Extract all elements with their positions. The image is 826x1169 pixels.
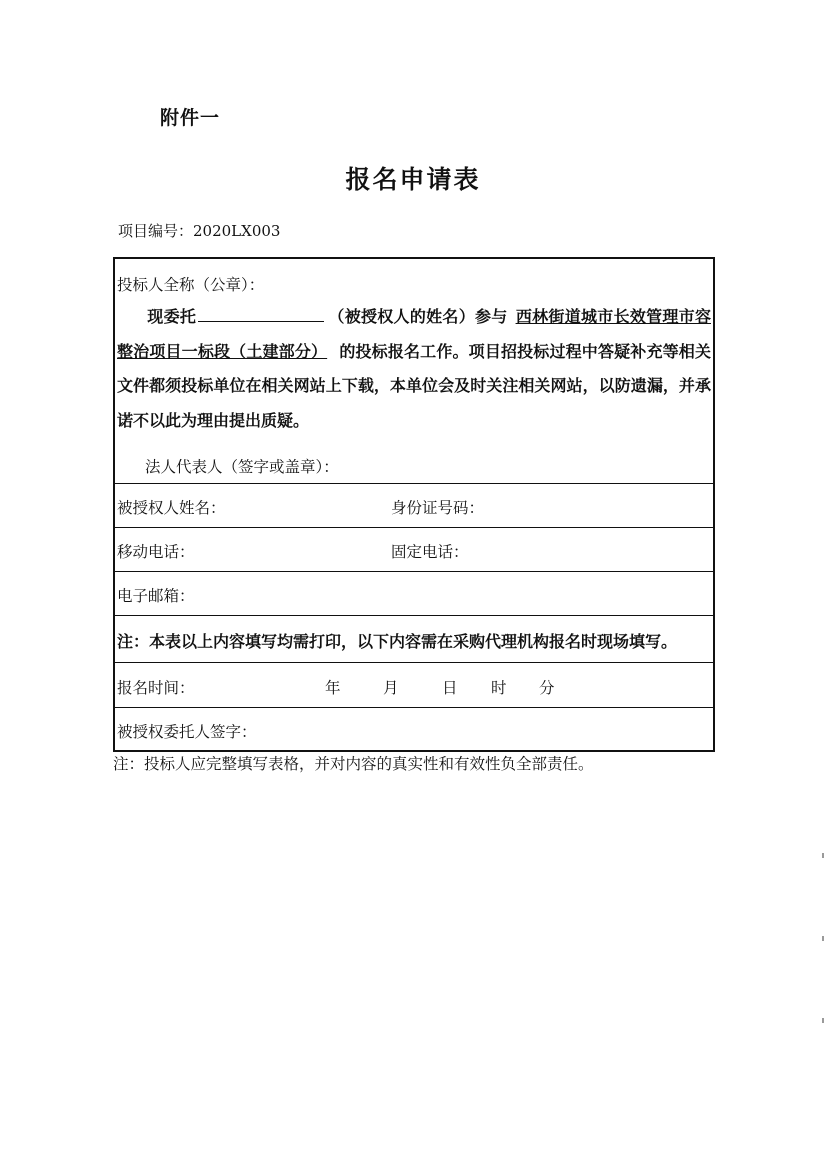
- attachment-label: 附件一: [160, 107, 221, 129]
- phone-row: [115, 527, 713, 571]
- project-name: 西林街道城市长效管理市容整治项目一标段（土建部分）: [117, 307, 711, 361]
- scan-mark: [822, 936, 824, 941]
- para-mid: （被授权人的姓名）参与: [328, 307, 508, 326]
- form-title: 报名申请表: [345, 165, 481, 194]
- hour-unit: 时: [491, 679, 507, 697]
- authorization-paragraph: [117, 300, 711, 438]
- landline-label: 固定电话：: [391, 543, 469, 561]
- registration-form: [113, 257, 715, 752]
- day-unit: 日: [442, 679, 458, 697]
- bidder-authorization-row: [115, 259, 713, 483]
- print-note-row: [115, 615, 713, 662]
- month-unit: 月: [383, 679, 399, 697]
- registration-time-row: [115, 662, 713, 707]
- minute-unit: 分: [539, 679, 555, 697]
- print-note: 注：本表以上内容填写均需打印，以下内容需在采购代理机构报名时现场填写。: [117, 632, 678, 651]
- project-number: 项目编号：2020LX003: [118, 222, 281, 240]
- scan-mark: [822, 853, 824, 858]
- para-suffix: 的投标报名工作。项目招投标过程中答疑补充等相关文件都须投标单位在相关网站上下载，本单位会及时关注相关网站，以防遗漏，并承诺不以此为理由提出质疑。: [117, 341, 711, 430]
- footer-note: 注：投标人应完整填写表格，并对内容的真实性和有效性负全部责任。: [113, 755, 594, 773]
- mobile-label: 移动电话：: [117, 543, 195, 561]
- para-prefix: 现委托: [147, 307, 197, 326]
- reg-time-label: 报名时间：: [117, 679, 195, 697]
- legal-rep-label: 法人代表人（签字或盖章）：: [145, 458, 339, 476]
- email-label: 电子邮箱：: [117, 587, 195, 605]
- year-unit: 年: [325, 679, 341, 697]
- email-row: [115, 571, 713, 615]
- signature-row: [115, 707, 713, 750]
- id-number-label: 身份证号码：: [391, 499, 485, 517]
- authorized-name-label: 被授权人姓名：: [117, 499, 226, 517]
- authorized-person-row: [115, 483, 713, 527]
- authorized-name-blank[interactable]: [198, 303, 324, 322]
- bidder-name-label: 投标人全称（公章）：: [117, 276, 265, 294]
- scan-mark: [822, 1018, 824, 1023]
- signature-label: 被授权委托人签字：: [117, 723, 257, 741]
